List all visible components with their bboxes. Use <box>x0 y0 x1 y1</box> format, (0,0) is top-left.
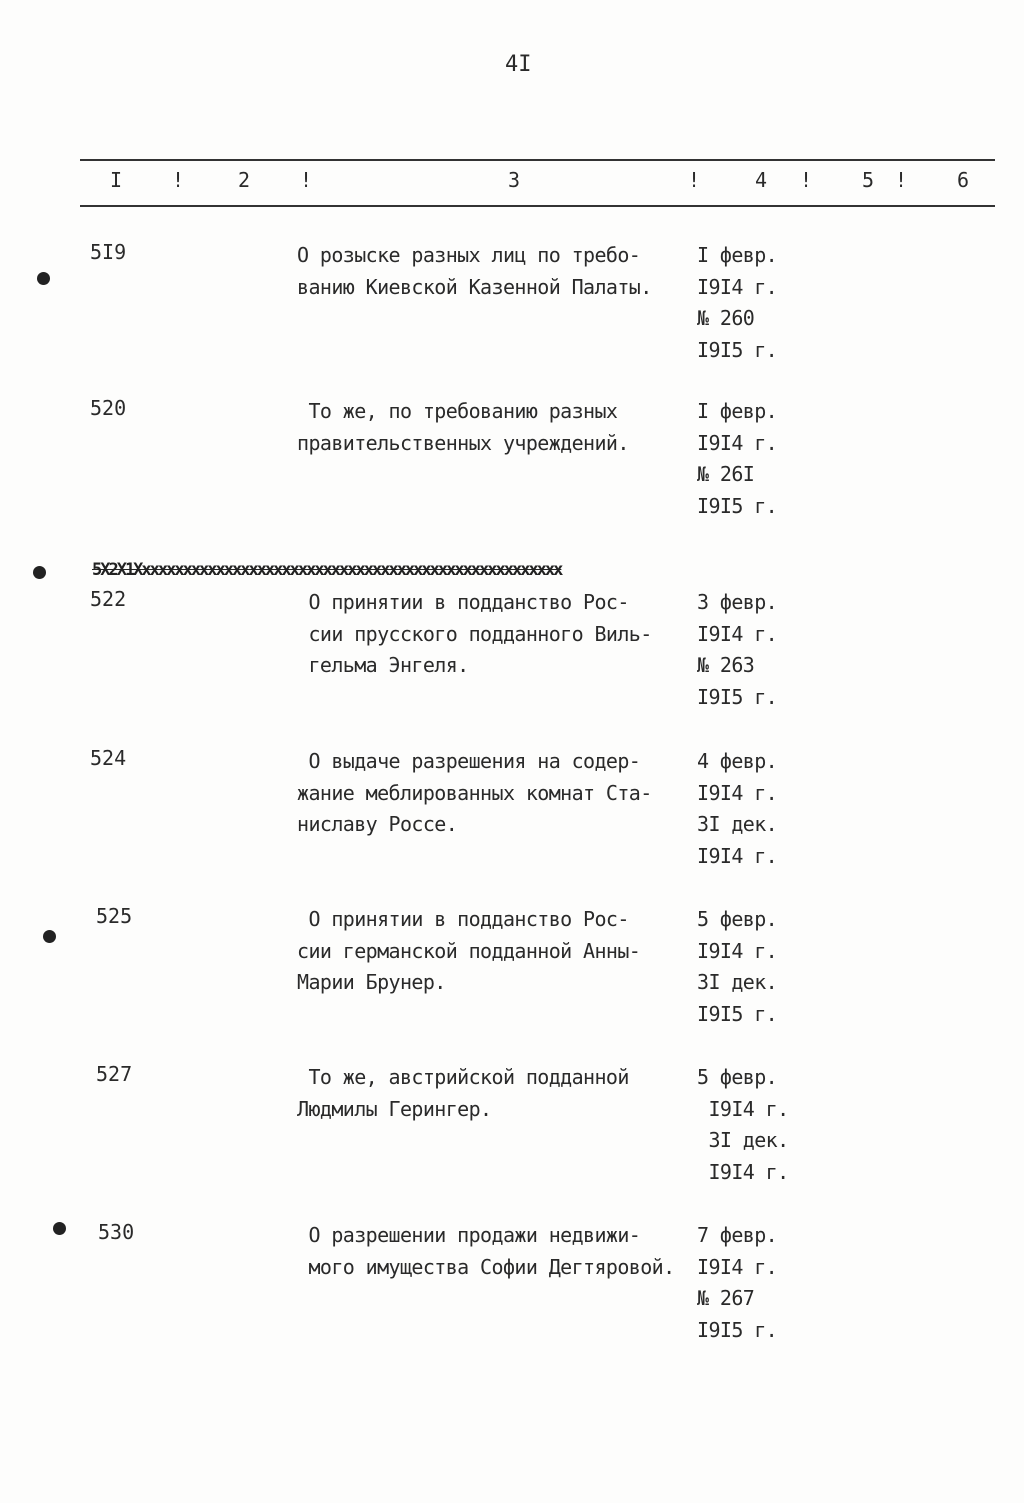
col-sep: ! <box>895 168 908 192</box>
record-description: О розыске разных лиц по требо- ванию Киевской Казенной Палаты. <box>297 243 652 299</box>
col-header-1: I <box>110 168 123 192</box>
col-header-5: 5 <box>862 168 875 192</box>
col-sep: ! <box>800 168 813 192</box>
record-description: То же, австрийской подданной Людмилы Герингер. <box>297 1065 629 1121</box>
record-dates: 5 февр. I9I4 г. 3I дек. I9I4 г. <box>697 1065 789 1184</box>
punch-hole-mark <box>33 566 46 579</box>
record-description: О выдаче разрешения на содер- жание меблированных комнат Ста- ниславу Россе. <box>297 749 652 836</box>
col-header-4: 4 <box>755 168 768 192</box>
record-description: О принятии в подданство Рос- сии прусского подданного Виль- гельма Энгеля. <box>308 590 652 677</box>
record-dates: 7 февр. I9I4 г. № 267 I9I5 г. <box>697 1223 778 1342</box>
page-number: 4I <box>505 52 532 77</box>
col-header-3: 3 <box>508 168 521 192</box>
record-number: 527 <box>96 1062 133 1086</box>
record-dates: I февр. I9I4 г. № 26I I9I5 г. <box>697 399 778 518</box>
record-dates: 3 февр. I9I4 г. № 263 I9I5 г. <box>697 590 778 709</box>
col-header-2: 2 <box>238 168 251 192</box>
record-dates: 5 февр. I9I4 г. 3I дек. I9I5 г. <box>697 907 778 1026</box>
struck-out-line: 5X2X1Xxxxxxxxxxxxxxxxxxxxxxxxxxxxxxxxxxxxxxxxxxxxxxxxxxxx <box>92 560 562 580</box>
punch-hole-mark <box>43 930 56 943</box>
record-description: О принятии в подданство Рос- сии германской подданной Анны- Марии Брунер. <box>297 907 641 994</box>
record-number: 5I9 <box>90 240 127 264</box>
col-sep: ! <box>300 168 313 192</box>
punch-hole-mark <box>53 1222 66 1235</box>
col-header-6: 6 <box>957 168 970 192</box>
punch-hole-mark <box>37 272 50 285</box>
header-bottom-rule <box>80 205 995 207</box>
record-dates: I февр. I9I4 г. № 260 I9I5 г. <box>697 243 778 362</box>
record-number: 525 <box>96 904 133 928</box>
record-number: 530 <box>98 1220 135 1244</box>
record-description: То же, по требованию разных правительственных учреждений. <box>297 399 629 455</box>
record-dates: 4 февр. I9I4 г. 3I дек. I9I4 г. <box>697 749 778 868</box>
record-number: 522 <box>90 587 127 611</box>
col-sep: ! <box>688 168 701 192</box>
record-number: 524 <box>90 746 127 770</box>
record-number: 520 <box>90 396 127 420</box>
header-top-rule <box>80 159 995 161</box>
col-sep: ! <box>172 168 185 192</box>
record-description: О разрешении продажи недвижи- мого имущества Софии Дегтяровой. <box>308 1223 675 1279</box>
